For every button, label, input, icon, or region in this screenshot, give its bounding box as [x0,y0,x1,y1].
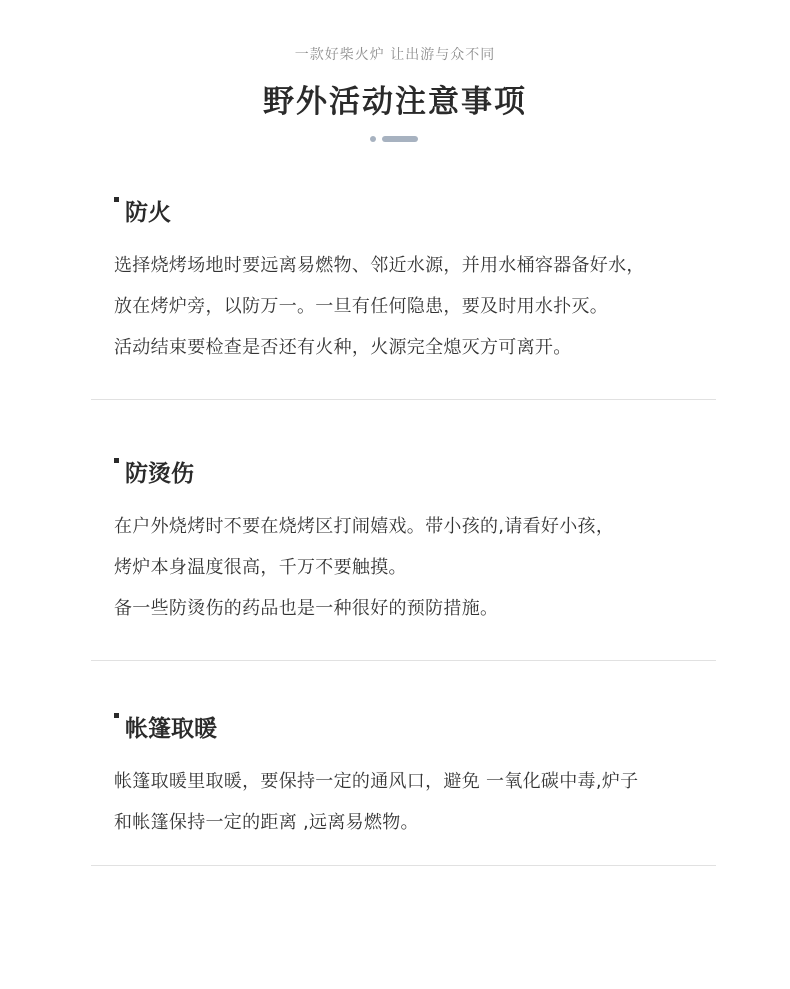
section-heading-text: 防火 [125,200,171,226]
section-line: 在户外烧烤时不要在烧烤区打闹嬉戏。带小孩的,请看好小孩， [114,516,615,537]
section-heading [114,710,217,743]
bullet-icon [114,458,119,463]
section-line: 烤炉本身温度很高，千万不要触摸。 [114,557,407,578]
page-title: 野外活动注意事项 [263,84,527,120]
bullet-icon [114,197,119,202]
section-line: 放在烤炉旁，以防万一。一旦有任何隐患，要及时用水扑灭。 [114,296,609,317]
section-heading [114,455,194,488]
section-line: 和帐篷保持一定的距离 ,远离易燃物。 [114,812,419,833]
decoration-dot [370,136,376,142]
decoration-bar [382,136,418,142]
section-divider [91,865,716,866]
section-line: 选择烧烤场地时要远离易燃物、邻近水源，并用水桶容器备好水， [114,255,645,276]
section-divider [91,660,716,661]
section-heading-text: 帐篷取暖 [125,716,217,742]
section-line: 活动结束要检查是否还有火种，火源完全熄灭方可离开。 [114,337,572,358]
section-line: 备一些防烫伤的药品也是一种很好的预防措施。 [114,598,499,619]
section-line: 帐篷取暖里取暖，要保持一定的通风口，避免 一氧化碳中毒,炉子 [114,771,639,792]
section-heading-text: 防烫伤 [125,461,194,487]
section-divider [91,399,716,400]
page-subtitle: 一款好柴火炉 让出游与众不同 [294,47,496,63]
bullet-icon [114,713,119,718]
section-heading [114,194,171,227]
